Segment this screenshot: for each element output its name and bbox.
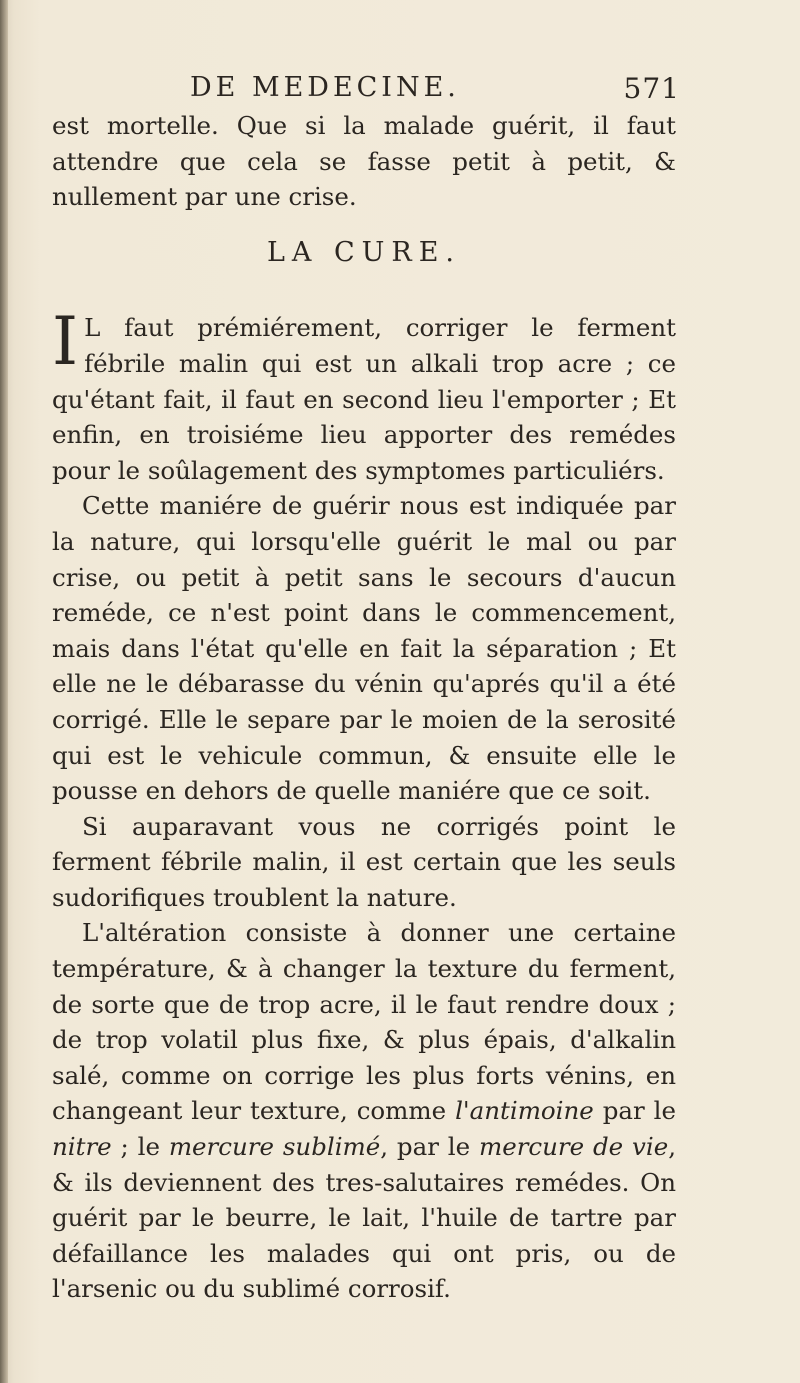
- paragraph-1: [52, 303, 676, 488]
- text-block: [52, 108, 676, 1307]
- paragraph-4-part3: ; le: [111, 1132, 169, 1162]
- page-gutter: [0, 0, 8, 1383]
- term-mercure-sublime: mercure sublimé: [168, 1132, 381, 1162]
- intro-paragraph: est mortelle. Que si la malade guérit, il faut attendre que cela se fasse petit à petit, & nullement par une crise.: [52, 111, 676, 212]
- running-title: DE MEDECINE.: [190, 72, 460, 103]
- term-mercure-de-vie: mercure de vie: [478, 1132, 669, 1162]
- section-heading: LA CURE.: [266, 236, 462, 268]
- paragraph-4-part5: , & ils deviennent des tres-salutaires remédes. On guérit par le beurre, le lait, l'huile de tartre par défaillance les malades qui ont pris, ou de l'arsenic ou du sublimé corrosif.: [52, 1132, 676, 1304]
- running-head: [190, 72, 680, 112]
- page-number: 571: [623, 72, 680, 105]
- paragraph-4-part2: par le: [593, 1096, 676, 1126]
- drop-cap: I: [52, 303, 79, 381]
- term-nitre: nitre: [52, 1132, 112, 1162]
- paragraph-4-part1: L'altération consiste à donner une certaine température, & à changer la texture du ferment, de sorte que de trop acre, il le faut rendre doux ; de trop volatil plus fixe, & plus épais, d'alkalin salé, comme on corrige les plus forts vénins, en changeant leur texture, comme: [52, 918, 676, 1126]
- paragraph-3: Si auparavant vous ne corrigés point le ferment fébrile malin, il est certain que les seuls sudorifiques troublent la nature.: [52, 811, 676, 912]
- paragraph-4-part4: , par le: [380, 1132, 479, 1162]
- paragraph-4: [52, 915, 676, 1307]
- paragraph-1-text: L faut prémiérement, corriger le ferment fébrile malin qui est un alkali trop acre ; ce qu'étant fait, il faut en second lieu l'emporter ; Et enfin, en troisiéme lieu apporter des remédes pour le soûlagement des symptomes particuliérs.: [52, 313, 676, 485]
- term-antimoine: l'antimoine: [455, 1096, 594, 1126]
- paragraph-2: Cette maniére de guérir nous est indiquée par la nature, qui lorsqu'elle guérit le mal ou par crise, ou petit à petit sans le secours d'aucun reméde, ce n'est point dans le commencement, mais dans l'état qu'elle en fait la séparation ; Et elle ne le débarasse du vénin qu'aprés qu'il a été corrigé. Elle le separe par le moien de la serosité qui est le vehicule commun, & ensuite elle le pousse en dehors de quelle maniére que ce soit.: [52, 491, 676, 806]
